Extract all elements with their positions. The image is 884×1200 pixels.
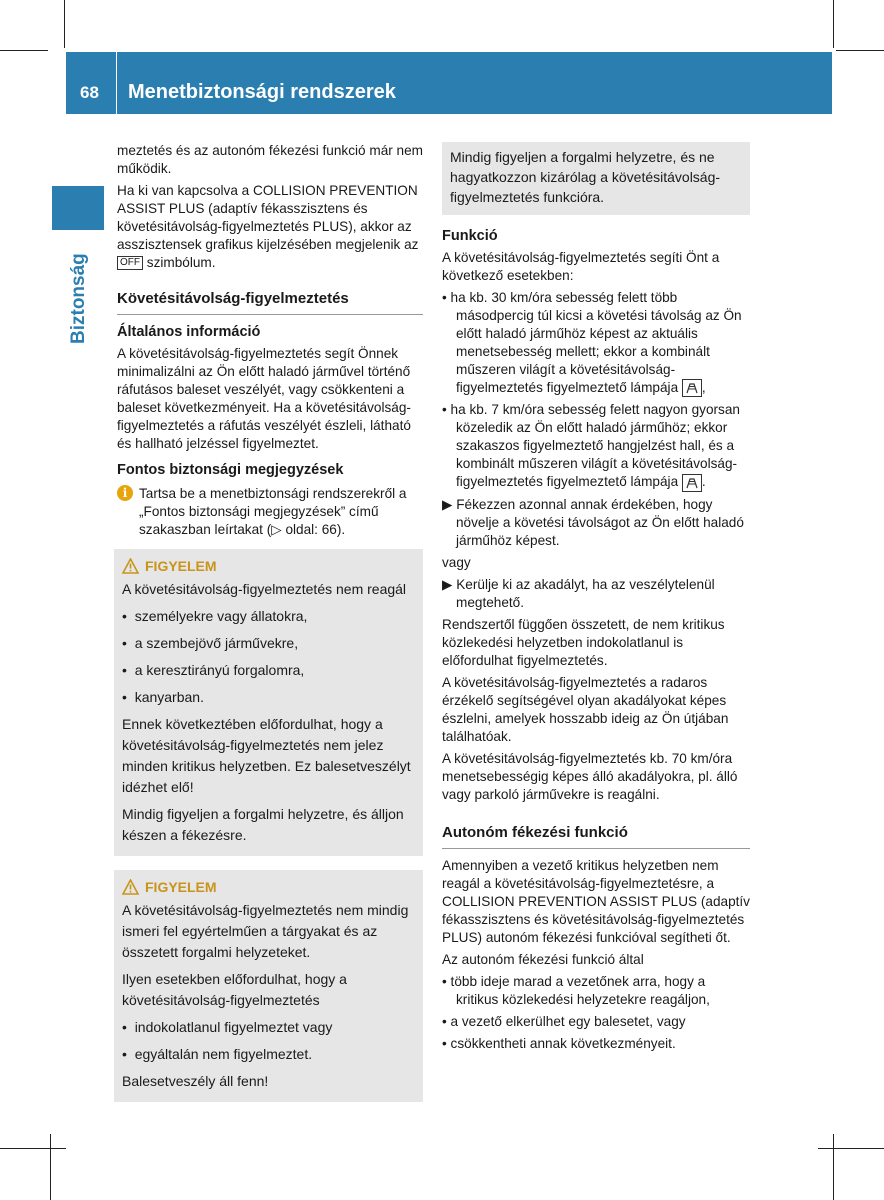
list-item: • kanyarban. <box>122 689 204 705</box>
distance-warning-lamp-icon <box>682 379 702 397</box>
list-item: • a szembejövő járművekre, <box>122 635 299 651</box>
paragraph: Amennyiben a vezető kritikus helyzetben nem reagál a követésitávolság-figyelmeztetésre, a COLLISION PREVENTION ASSIST PLUS (adaptív fékasszisztens és követésitávolság-figyelmeztetés PLUS) autonóm fékezési funkcióval segítheti őt. <box>442 857 750 945</box>
collision-off-symbol: OFF <box>117 256 143 270</box>
warning-text: A követésitávolság-figyelmeztetés nem mindig ismeri fel egyértelműen a tárgyakat és az összetett forgalmi helyzeteket. <box>122 902 409 960</box>
section-heading: Követésitávolság-figyelmeztetés <box>117 290 423 315</box>
paragraph: meztetés és az autonóm fékezési funkció már nem működik. <box>117 143 423 176</box>
paragraph: Az autonóm fékezési funkció által <box>442 951 644 967</box>
info-text: Tartsa be a menetbiztonsági rendszerekről a „Fontos biztonsági megjegyzések” című szakaszban leírtakat (▷ oldal: 66). <box>139 486 407 537</box>
paragraph: A követésitávolság-figyelmeztetés kb. 70 km/óra menetsebességig képes álló akadályokra, pl. álló vagy parkoló járművekre is reagálni. <box>442 750 738 802</box>
page-title: Menetbiztonsági rendszerek <box>128 81 396 103</box>
list-item: • indokolatlanul figyelmeztet vagy <box>122 1019 333 1035</box>
warning-text: A követésitávolság-figyelmeztetés nem reagál <box>122 581 407 597</box>
warning-box <box>114 870 423 1102</box>
list-item: • ha kb. 7 km/óra sebesség felett nagyon gyorsan közeledik az Ön előtt haladó járműhöz; ekkor szakaszos figyelmeztető hangjelzést hall, és a kombinált műszeren világít a követésitávolság-figyelmeztetés figyelmeztető lámpája . <box>442 401 750 491</box>
action-step: ▶ Kerülje ki az akadályt, ha az veszélytelenül megtehető. <box>442 576 715 610</box>
page-number: 68 <box>80 83 99 102</box>
paragraph: A követésitávolság-figyelmeztetés segít Önnek minimalizálni az Ön előtt haladó járművel történő ráfutásos baleset veszélyét, vagy csökkenteni a baleset következményeit. Ha a követésitávolság-figyelmeztetés a ráfutás veszélyét észleli, látható és hallható jelzéssel figyelmeztet. <box>117 346 411 451</box>
paragraph: Ha ki van kapcsolva a COLLISION PREVENTION ASSIST PLUS (adaptív fékasszisztens és követésitávolság-figyelmeztetés PLUS), akkor az asszisztensek grafikus kijelzésében megjelenik az OFF szimbólum. <box>117 183 419 270</box>
paragraph: A követésitávolság-figyelmeztetés segíti Önt a következő esetekben: <box>442 250 720 283</box>
action-step: ▶ Fékezzen azonnal annak érdekében, hogy növelje a követési távolságot az Ön előtt haladó járműhöz képest. <box>442 496 744 548</box>
info-note <box>117 485 423 539</box>
warning-header: FIGYELEM <box>122 878 414 896</box>
warning-text: Mindig figyeljen a forgalmi helyzetre, és álljon készen a fékezésre. <box>122 806 404 843</box>
section-heading: Autonóm fékezési funkció <box>442 824 750 849</box>
warning-triangle-icon <box>122 558 139 574</box>
crop-mark <box>64 0 65 48</box>
crop-mark <box>833 0 834 48</box>
subsection-heading: Fontos biztonsági megjegyzések <box>117 462 344 478</box>
list-item: • egyáltalán nem figyelmeztet. <box>122 1046 313 1062</box>
warning-box <box>114 549 423 856</box>
warning-triangle-icon <box>122 879 139 895</box>
info-icon: i <box>117 485 133 501</box>
warning-text: Balesetveszély áll fenn! <box>122 1073 269 1089</box>
list-item: • több ideje marad a vezetőnek arra, hogy a kritikus közlekedési helyzetekre reagáljon, <box>442 973 710 1007</box>
list-item: • személyekre vagy állatokra, <box>122 608 308 624</box>
right-column <box>442 142 750 1057</box>
list-item: • csökkentheti annak következményeit. <box>442 1035 676 1051</box>
note-box: Mindig figyeljen a forgalmi helyzetre, és ne hagyatkozzon kizárólag a követésitávolság-figyelmeztetés funkcióra. <box>442 142 750 215</box>
warning-text: Ilyen esetekben előfordulhat, hogy a követésitávolság-figyelmeztetés <box>122 971 347 1008</box>
crop-mark <box>836 50 884 51</box>
header-divider <box>116 52 117 114</box>
crop-mark <box>0 1148 66 1149</box>
side-tab-block <box>52 186 104 230</box>
subsection-heading: Általános információ <box>117 324 261 340</box>
list-item: • ha kb. 30 km/óra sebesség felett több másodpercig túl kicsi a követési távolság az Ön előtt haladó járműhöz képest az aktuális menetsebesség mellett; ekkor a kombinált műszeren világít a követésitávolság-figyelmeztetés figyelmeztető lámpája , <box>442 289 750 397</box>
list-item: • a keresztirányú forgalomra, <box>122 662 305 678</box>
list-item: • a vezető elkerülhet egy balesetet, vagy <box>442 1013 686 1029</box>
warning-text: Ennek következtében előfordulhat, hogy a követésitávolság-figyelmeztetés nem jelez minden kritikus helyzetben. Ez balesetveszélyt idézhet elő! <box>122 716 411 795</box>
crop-mark <box>50 1134 51 1200</box>
paragraph: A követésitávolság-figyelmeztetés a radaros érzékelő segítségével olyan akadályokat képes észlelni, amelyek hosszabb ideig az Ön útjában találhatóak. <box>442 674 729 744</box>
crop-mark <box>833 1134 834 1200</box>
subsection-heading: Funkció <box>442 228 498 244</box>
left-column <box>117 142 423 1116</box>
paragraph: vagy <box>442 554 471 570</box>
side-tab-label: Biztonság <box>68 253 89 344</box>
warning-header: FIGYELEM <box>122 557 414 575</box>
crop-mark <box>0 50 48 51</box>
paragraph: Rendszertől függően összetett, de nem kritikus közlekedési helyzetben indokolatlanul is előfordulhat figyelmeztetés. <box>442 616 725 668</box>
crop-mark <box>818 1148 884 1149</box>
distance-warning-lamp-icon <box>682 474 702 492</box>
